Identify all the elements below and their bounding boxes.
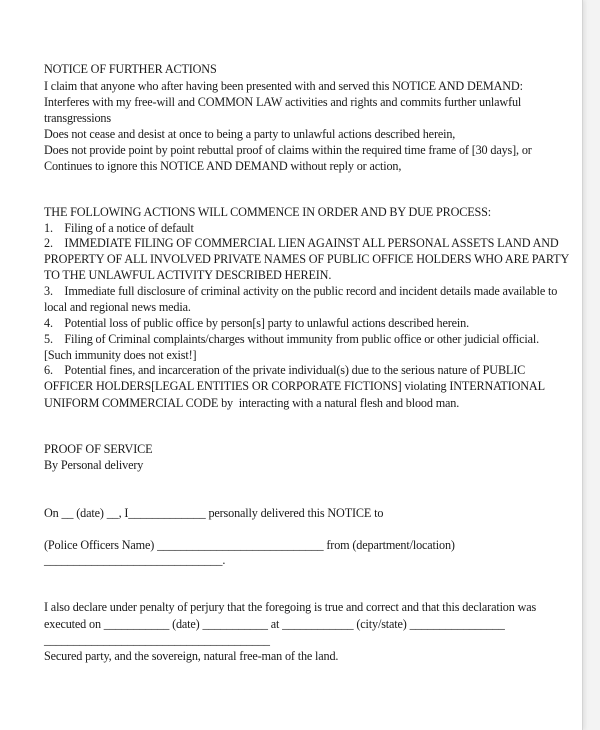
signature-line: ______________________________________ (44, 633, 270, 647)
officers-line-cont: ______________________________. (44, 553, 226, 567)
proof-heading: PROOF OF SERVICE (44, 442, 153, 456)
action-line: 3. Immediate full disclosure of criminal activity on the public record and incident details made available to (44, 284, 558, 298)
action-line: 6. Potential fines, and incarceration of the private individual(s) due to the serious nature of PUBLIC (44, 363, 526, 377)
notice-line: I claim that anyone who after having been presented with and served this NOTICE AND DEMAND: (44, 79, 523, 93)
action-line: 2. IMMEDIATE FILING OF COMMERCIAL LIEN AGAINST ALL PERSONAL ASSETS LAND AND (44, 236, 559, 250)
proof-method: By Personal delivery (44, 458, 144, 472)
action-line: OFFICER HOLDERS[LEGAL ENTITIES OR CORPORATE FICTIONS] violating INTERNATIONAL (44, 379, 545, 393)
action-line: 4. Potential loss of public office by person[s] party to unlawful actions described herein. (44, 316, 469, 330)
notice-heading: NOTICE OF FURTHER ACTIONS (44, 62, 217, 76)
declaration-line: I also declare under penalty of perjury that the foregoing is true and correct and that this declaration was (44, 600, 537, 614)
notice-line: Does not provide point by point rebuttal proof of claims within the required time frame of [30 days], or (44, 143, 532, 157)
action-line: UNIFORM COMMERCIAL CODE by interacting with a natural flesh and blood man. (44, 396, 460, 410)
action-line: TO THE UNLAWFUL ACTIVITY DESCRIBED HEREIN. (44, 268, 332, 282)
signature-label: Secured party, and the sovereign, natural free-man of the land. (44, 649, 339, 663)
action-line: [Such immunity does not exist!] (44, 348, 197, 362)
action-line: 1. Filing of a notice of default (44, 221, 194, 235)
action-line: 5. Filing of Criminal complaints/charges without immunity from public office or other judicial official. (44, 332, 540, 346)
action-line: local and regional news media. (44, 300, 191, 314)
notice-line: Continues to ignore this NOTICE AND DEMAND without reply or action, (44, 159, 402, 173)
action-line: PROPERTY OF ALL INVOLVED PRIVATE NAMES OF PUBLIC OFFICE HOLDERS WHO ARE PARTY (44, 252, 570, 266)
notice-line: transgressions (44, 111, 111, 125)
notice-line: Interferes with my free-will and COMMON LAW activities and rights and commits further unlawful (44, 95, 522, 109)
delivery-line: On __ (date) __, I_____________ personally delivered this NOTICE to (44, 506, 384, 520)
declaration-line: executed on ___________ (date) ___________ at ____________ (city/state) ________________ (44, 617, 505, 631)
actions-heading: THE FOLLOWING ACTIONS WILL COMMENCE IN ORDER AND BY DUE PROCESS: (44, 205, 491, 219)
officers-line: (Police Officers Name) ____________________________ from (department/location) (44, 538, 455, 552)
notice-line: Does not cease and desist at once to being a party to unlawful actions described herein, (44, 127, 456, 141)
